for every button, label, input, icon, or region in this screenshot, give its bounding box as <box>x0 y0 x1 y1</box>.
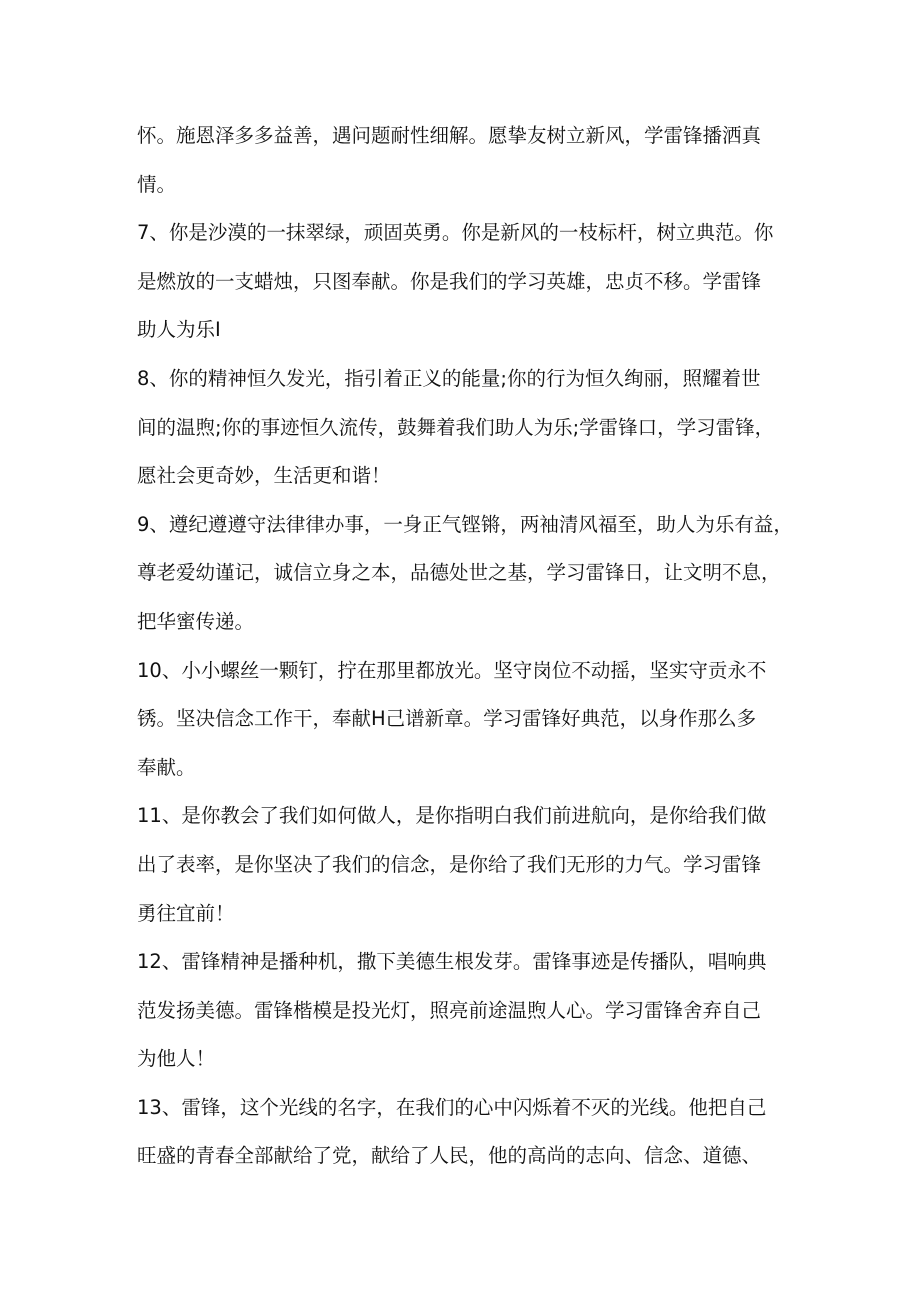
paragraph-continuation <box>137 112 787 209</box>
text-line: 锈。坚决信念工作干，奉献H己谱新章。学习雷锋好典范，以身作那么多 <box>137 707 757 731</box>
text-line: 情。 <box>137 172 177 196</box>
paragraph-item-11 <box>137 792 787 938</box>
text-line: 怀。施恩泽多多益善，遇问题耐性细解。愿挚友树立新风，学雷锋播洒真 <box>137 124 762 147</box>
text-line: 把华蜜传递。 <box>137 609 255 633</box>
paragraph-item-13 <box>137 1084 787 1181</box>
text-line: 是燃放的一支蜡烛，只图奉献。你是我们的学习英雄，忠贞不移。学雷锋 <box>137 269 762 293</box>
text-line: 愿社会更奇妙，生活更和谐！ <box>137 464 391 488</box>
text-line: 12、雷锋精神是播种机，撒下美德生根发芽。雷锋事迹是传播队，唱响典 <box>137 950 767 974</box>
paragraph-item-10 <box>137 647 787 793</box>
text-line: 范发扬美德。雷锋楷模是投光灯，照亮前途温煦人心。学习雷锋舍弃自己 <box>137 998 762 1022</box>
text-line: 出了表率，是你坚决了我们的信念，是你给了我们无形的力气。学习雷锋 <box>137 852 762 876</box>
text-line: 11、是你教会了我们如何做人，是你指明白我们前进航向，是你给我们做 <box>137 804 767 828</box>
text-line: 为他人！ <box>137 1047 216 1071</box>
paragraph-item-7 <box>137 209 787 355</box>
text-line: 奉献。 <box>137 755 196 779</box>
paragraph-item-12 <box>137 938 787 1084</box>
paragraph-item-9 <box>137 501 793 647</box>
text-line: 间的温煦;你的事迹恒久流传，鼓舞着我们助人为乐;学雷锋口，学习雷锋， <box>137 415 775 439</box>
document-body <box>137 112 793 1181</box>
text-line: 8、你的精神恒久发光，指引着正义的能量;你的行为恒久绚丽，照耀着世 <box>137 366 761 390</box>
text-line: 助人为乐I <box>137 318 221 342</box>
text-line: 13、雷锋，这个光线的名字，在我们的心中闪烁着不灭的光线。他把自己 <box>137 1095 767 1119</box>
text-line: 尊老爱幼谨记，诚信立身之本，品德处世之基，学习雷锋日，让文明不息， <box>137 561 781 585</box>
text-line: 勇往宜前！ <box>137 901 235 925</box>
text-line: 旺盛的青春全部献给了党，献给了人民，他的高尚的志向、信念、道德、 <box>137 1144 762 1168</box>
text-line: 10、小小螺丝一颗钉，拧在那里都放光。坚守岗位不动摇，坚实守贡永不 <box>137 658 767 682</box>
paragraph-item-8 <box>137 355 787 501</box>
text-line: 7、你是沙漠的一抹翠绿，顽固英勇。你是新风的一枝标杆，树立典范。你 <box>137 221 774 245</box>
text-line: 9、遵纪遵遵守法律律办事，一身正气铿锵，两袖清风福至，助人为乐有益， <box>137 512 793 536</box>
